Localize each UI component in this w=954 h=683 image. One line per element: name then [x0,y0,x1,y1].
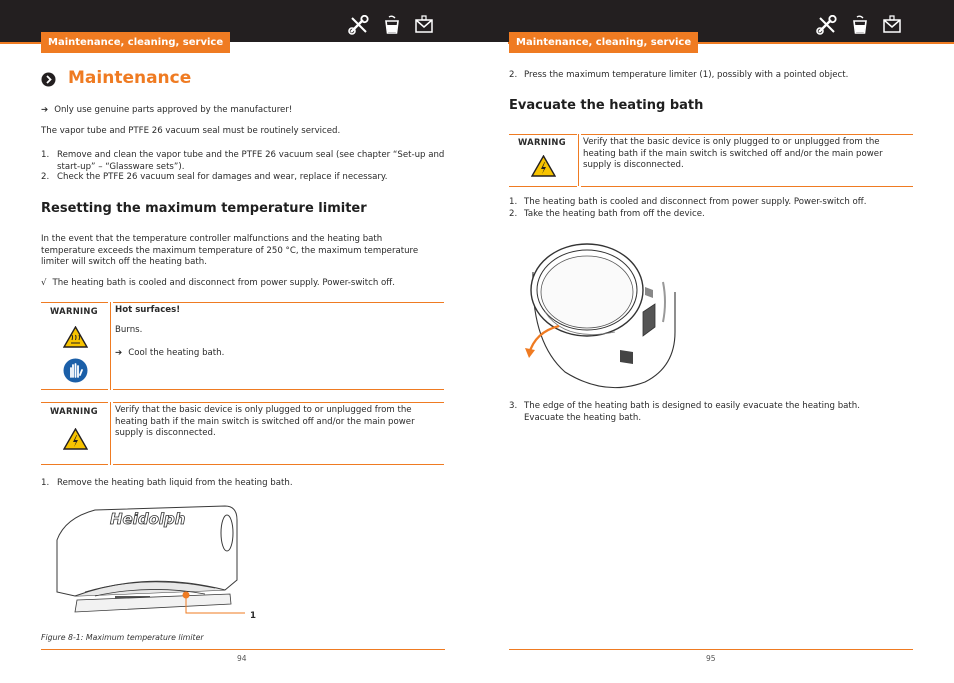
footer-rule-right [509,649,913,650]
envelope-service-icon [882,15,902,35]
step-number: 2. [509,70,518,80]
step-text: Remove the heating bath liquid from the heating bath. [57,478,293,488]
warning-divider [110,302,111,390]
warning-rule [581,186,913,187]
step-text: Check the PTFE 26 vacuum seal for damages and wear, replace if necessary. [57,172,388,182]
intro-text: The vapor tube and PTFE 26 vacuum seal must be routinely serviced. [41,126,341,136]
note-genuine-parts: ➔ Only use genuine parts approved by the manufacturer! [41,105,293,115]
hot-surface-warning-icon [63,326,88,352]
bucket-icon [851,15,869,35]
step-text: Remove and clean the vapor tube and the PTFE 26 vacuum seal (see chapter “Set-up and start-up” – “Glassware sets”). [57,150,445,172]
step-text: The heating bath is cooled and disconnect from power supply. Power-switch off. [524,197,867,207]
page-number-right: 95 [706,654,716,663]
warning-text: Verify that the basic device is only plugged to or unplugged from the heating bath if the main switch is switched off and/or the main power supply is disconnected. [115,405,415,438]
brand-logo: Heidolph [110,510,186,528]
page-number-left: 94 [237,654,247,663]
step-text: The edge of the heating bath is designed to easily evacuate the heating bath. Evacuate the heating bath. [524,401,860,423]
subtitle-reset-limiter: Resetting the maximum temperature limiter [41,201,367,216]
footer-rule-left [41,649,445,650]
warning-rule [113,402,444,403]
arrow-right-icon: ➔ [41,105,49,115]
step-number: 1. [509,197,518,207]
figure-callout: 1 [250,611,256,621]
warning-action: ➔ Cool the heating bath. [115,348,225,358]
warning-rule [509,186,577,187]
section-tab-right: Maintenance, cleaning, service [509,32,698,53]
warning-text: Verify that the basic device is only plugged to or unplugged from the heating bath if the main switch is switched off and/or the main power supply is disconnected. [583,137,883,170]
warning-rule [41,389,108,390]
section-tab-left: Maintenance, cleaning, service [41,32,230,53]
step-number: 1. [41,150,50,160]
warning-rule [113,389,444,390]
step-number: 2. [41,172,50,182]
arrow-right-icon: ➔ [115,348,123,358]
envelope-service-icon [414,15,434,35]
warning-title: Hot surfaces! [115,305,181,315]
warning-rule [41,302,108,303]
step-number: 1. [41,478,50,488]
electric-hazard-icon [63,428,88,454]
step-number: 3. [509,401,518,411]
warning-rule [509,134,577,135]
warning-label: WARNING [50,406,98,416]
warning-label: WARNING [50,306,98,316]
warning-rule [113,464,444,465]
warning-divider [110,402,111,465]
bucket-icon [383,15,401,35]
chevron-right-icon [41,72,56,91]
warning-rule [113,302,444,303]
warning-rule [581,134,913,135]
figure-caption: Figure 8-1: Maximum temperature limiter [41,633,204,642]
electric-hazard-icon [531,155,556,181]
step-text: Take the heating bath from off the device. [524,209,705,219]
warning-rule [41,464,108,465]
step-number: 2. [509,209,518,219]
warning-label: WARNING [518,137,566,147]
page-title: Maintenance [68,68,192,88]
header-icons-right [816,15,902,35]
figure-max-temperature-limiter [55,500,265,630]
wear-gloves-icon [63,358,88,387]
precondition-check: √ The heating bath is cooled and disconnect from power supply. Power-switch off. [41,278,395,288]
tools-icon [348,15,370,35]
warning-text: Burns. [115,325,143,335]
step-text: Press the maximum temperature limiter (1), possibly with a pointed object. [524,70,849,80]
header-icons-left [348,15,434,35]
warning-rule [41,402,108,403]
checkmark-icon: √ [41,278,47,288]
subtitle-evacuate: Evacuate the heating bath [509,98,704,113]
warning-divider [578,134,579,186]
tools-icon [816,15,838,35]
limiter-paragraph: In the event that the temperature controller malfunctions and the heating bath temperature exceeds the maximum temperature of 250 °C, the maximum temperature limiter will switch off the heating bath. [41,234,419,267]
figure-heating-bath [525,232,685,392]
